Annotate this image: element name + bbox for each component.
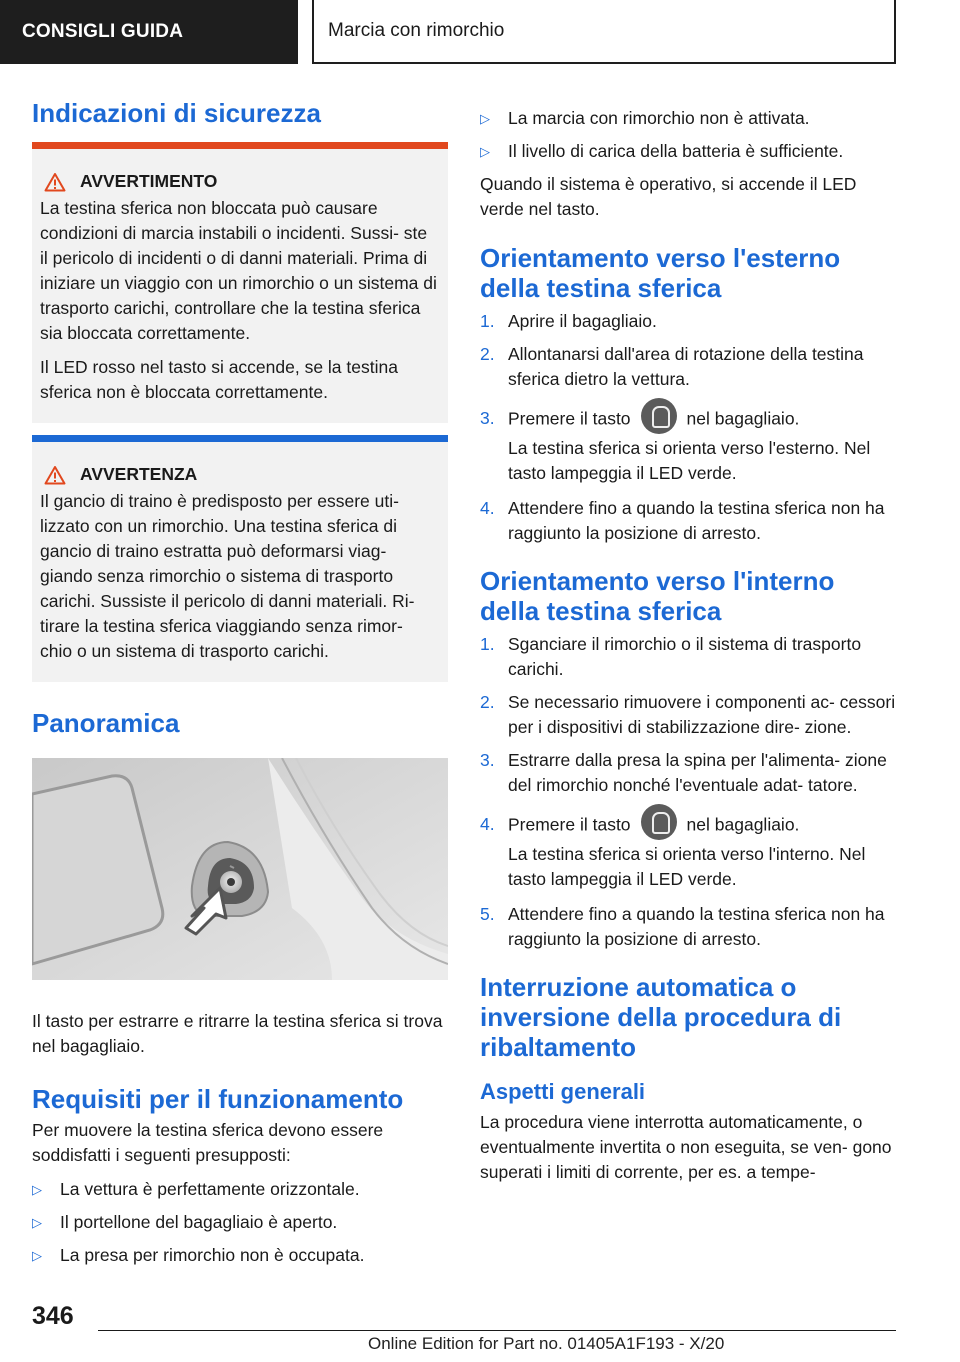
left-column (32, 98, 448, 1276)
requirements-list (32, 1177, 448, 1268)
towbar-button-icon (641, 804, 677, 840)
ready-text: Quando il sistema è operativo, si accende il LED verde nel tasto. (480, 174, 857, 219)
step-item: 1. Sganciare il rimorchio o il sistema di trasporto carichi. (480, 634, 862, 679)
step-item: 2. Se necessario rimuovere i componenti ac- cessori per i dispositivi di stabilizzazione dire- zione. (480, 692, 896, 737)
in-steps (480, 632, 900, 952)
page-number: 346 (32, 1302, 74, 1330)
warning-title-text: AVVERTIMENTO (80, 171, 218, 191)
warning-text-1: La testina sferica non bloccata può causare condizioni di marcia instabili o incidenti. Sussi- ste il pericolo di incidenti o di danni materiali. Prima di iniziare un viaggio con un rimorchio o un sistema di trasporto carichi, controllare che la testina sferica sia bloccata correttamente. (40, 198, 437, 343)
warning-text-2: Il LED rosso nel tasto si accende, se la testina sferica non è bloccata correttamente. (40, 357, 398, 402)
list-item: ▷ La vettura è perfettamente orizzontale. (32, 1177, 448, 1202)
notice-box (32, 435, 448, 682)
warning-title (40, 171, 438, 192)
step-item: 3. Estrarre dalla presa la spina per l'alimenta- zione del rimorchio nonché l'eventuale adat- tatore. (480, 750, 887, 795)
towbar-button-icon (641, 398, 677, 434)
warning-triangle-icon (44, 172, 66, 192)
notice-triangle-icon (44, 465, 66, 485)
step-item: 5. Attendere fino a quando la testina sferica non ha raggiunto la posizione di arresto. (480, 904, 885, 949)
right-column (480, 98, 900, 1194)
edition-text: Online Edition for Part no. 01405A1F193 - X/20 (368, 1334, 725, 1353)
list-item: ▷ La presa per rimorchio non è occupata. (32, 1243, 448, 1268)
general-text: La procedura viene interrotta automaticamente, o eventualmente invertita o non eseguita, se ven- gono superati i limiti di corrente, per es. a tempe- (480, 1112, 892, 1182)
step-item: 3. Premere il tasto nel bagagliaio. La testina sferica si orienta verso l'esterno. Nel tasto lampeggia il LED verde. (480, 406, 900, 488)
interrupt-heading: Interruzione automatica o inversione della procedura di ribaltamento (480, 972, 842, 1062)
out-steps (480, 309, 900, 546)
requirements-heading: Requisiti per il funzionamento (32, 1084, 404, 1114)
notice-title-text: AVVERTENZA (80, 464, 198, 484)
bullet-marker: ▷ (480, 144, 490, 159)
out-heading: Orientamento verso l'esterno della testina sferica (480, 243, 841, 303)
overview-heading: Panoramica (32, 708, 180, 738)
safety-heading: Indicazioni di sicurezza (32, 98, 321, 128)
list-item: ▷ Il portellone del bagagliaio è aperto. (32, 1210, 448, 1235)
general-heading: Aspetti generali (480, 1079, 646, 1104)
chapter-title: Marcia con rimorchio (312, 0, 896, 64)
overview-caption: Il tasto per estrarre e ritrarre la testina sferica si trova nel bagagliaio. (32, 1011, 443, 1056)
list-item: ▷ La marcia con rimorchio non è attivata. (480, 106, 900, 131)
bullet-marker: ▷ (32, 1182, 42, 1197)
footer-divider (98, 1330, 896, 1331)
trunk-button-photo (32, 758, 448, 980)
in-heading: Orientamento verso l'interno della testina sferica (480, 566, 835, 626)
notice-text: Il gancio di traino è predisposto per essere uti- lizzato con un rimorchio. Una testina sferica di gancio di traino estratta può deformarsi viag- giando senza rimorchio o sistema di trasporto carichi. Sussiste il pericolo di danni materiali. Ri- tirare la testina sferica viaggiando senza rimor- chio o un sistema di trasporto carichi. (40, 491, 415, 661)
list-item: ▷ Il livello di carica della batteria è sufficiente. (480, 139, 900, 164)
notice-title (40, 464, 438, 485)
bullet-marker: ▷ (480, 111, 490, 126)
section-tab: CONSIGLI GUIDA (0, 0, 298, 64)
step-item: 2. Allontanarsi dall'area di rotazione della testina sferica dietro la vettura. (480, 344, 864, 389)
bullet-marker: ▷ (32, 1215, 42, 1230)
requirements-intro: Per muovere la testina sferica devono essere soddisfatti i seguenti presupposti: (32, 1120, 384, 1165)
requirements-list-cont (480, 106, 900, 164)
step-item: 4. Attendere fino a quando la testina sferica non ha raggiunto la posizione di arresto. (480, 498, 885, 543)
warning-box (32, 142, 448, 423)
bullet-marker: ▷ (32, 1248, 42, 1263)
step-item: 1. Aprire il bagagliaio. (480, 311, 657, 331)
step-item: 4. Premere il tasto nel bagagliaio. La testina sferica si orienta verso l'interno. Nel tasto lampeggia il LED verde. (480, 812, 900, 894)
